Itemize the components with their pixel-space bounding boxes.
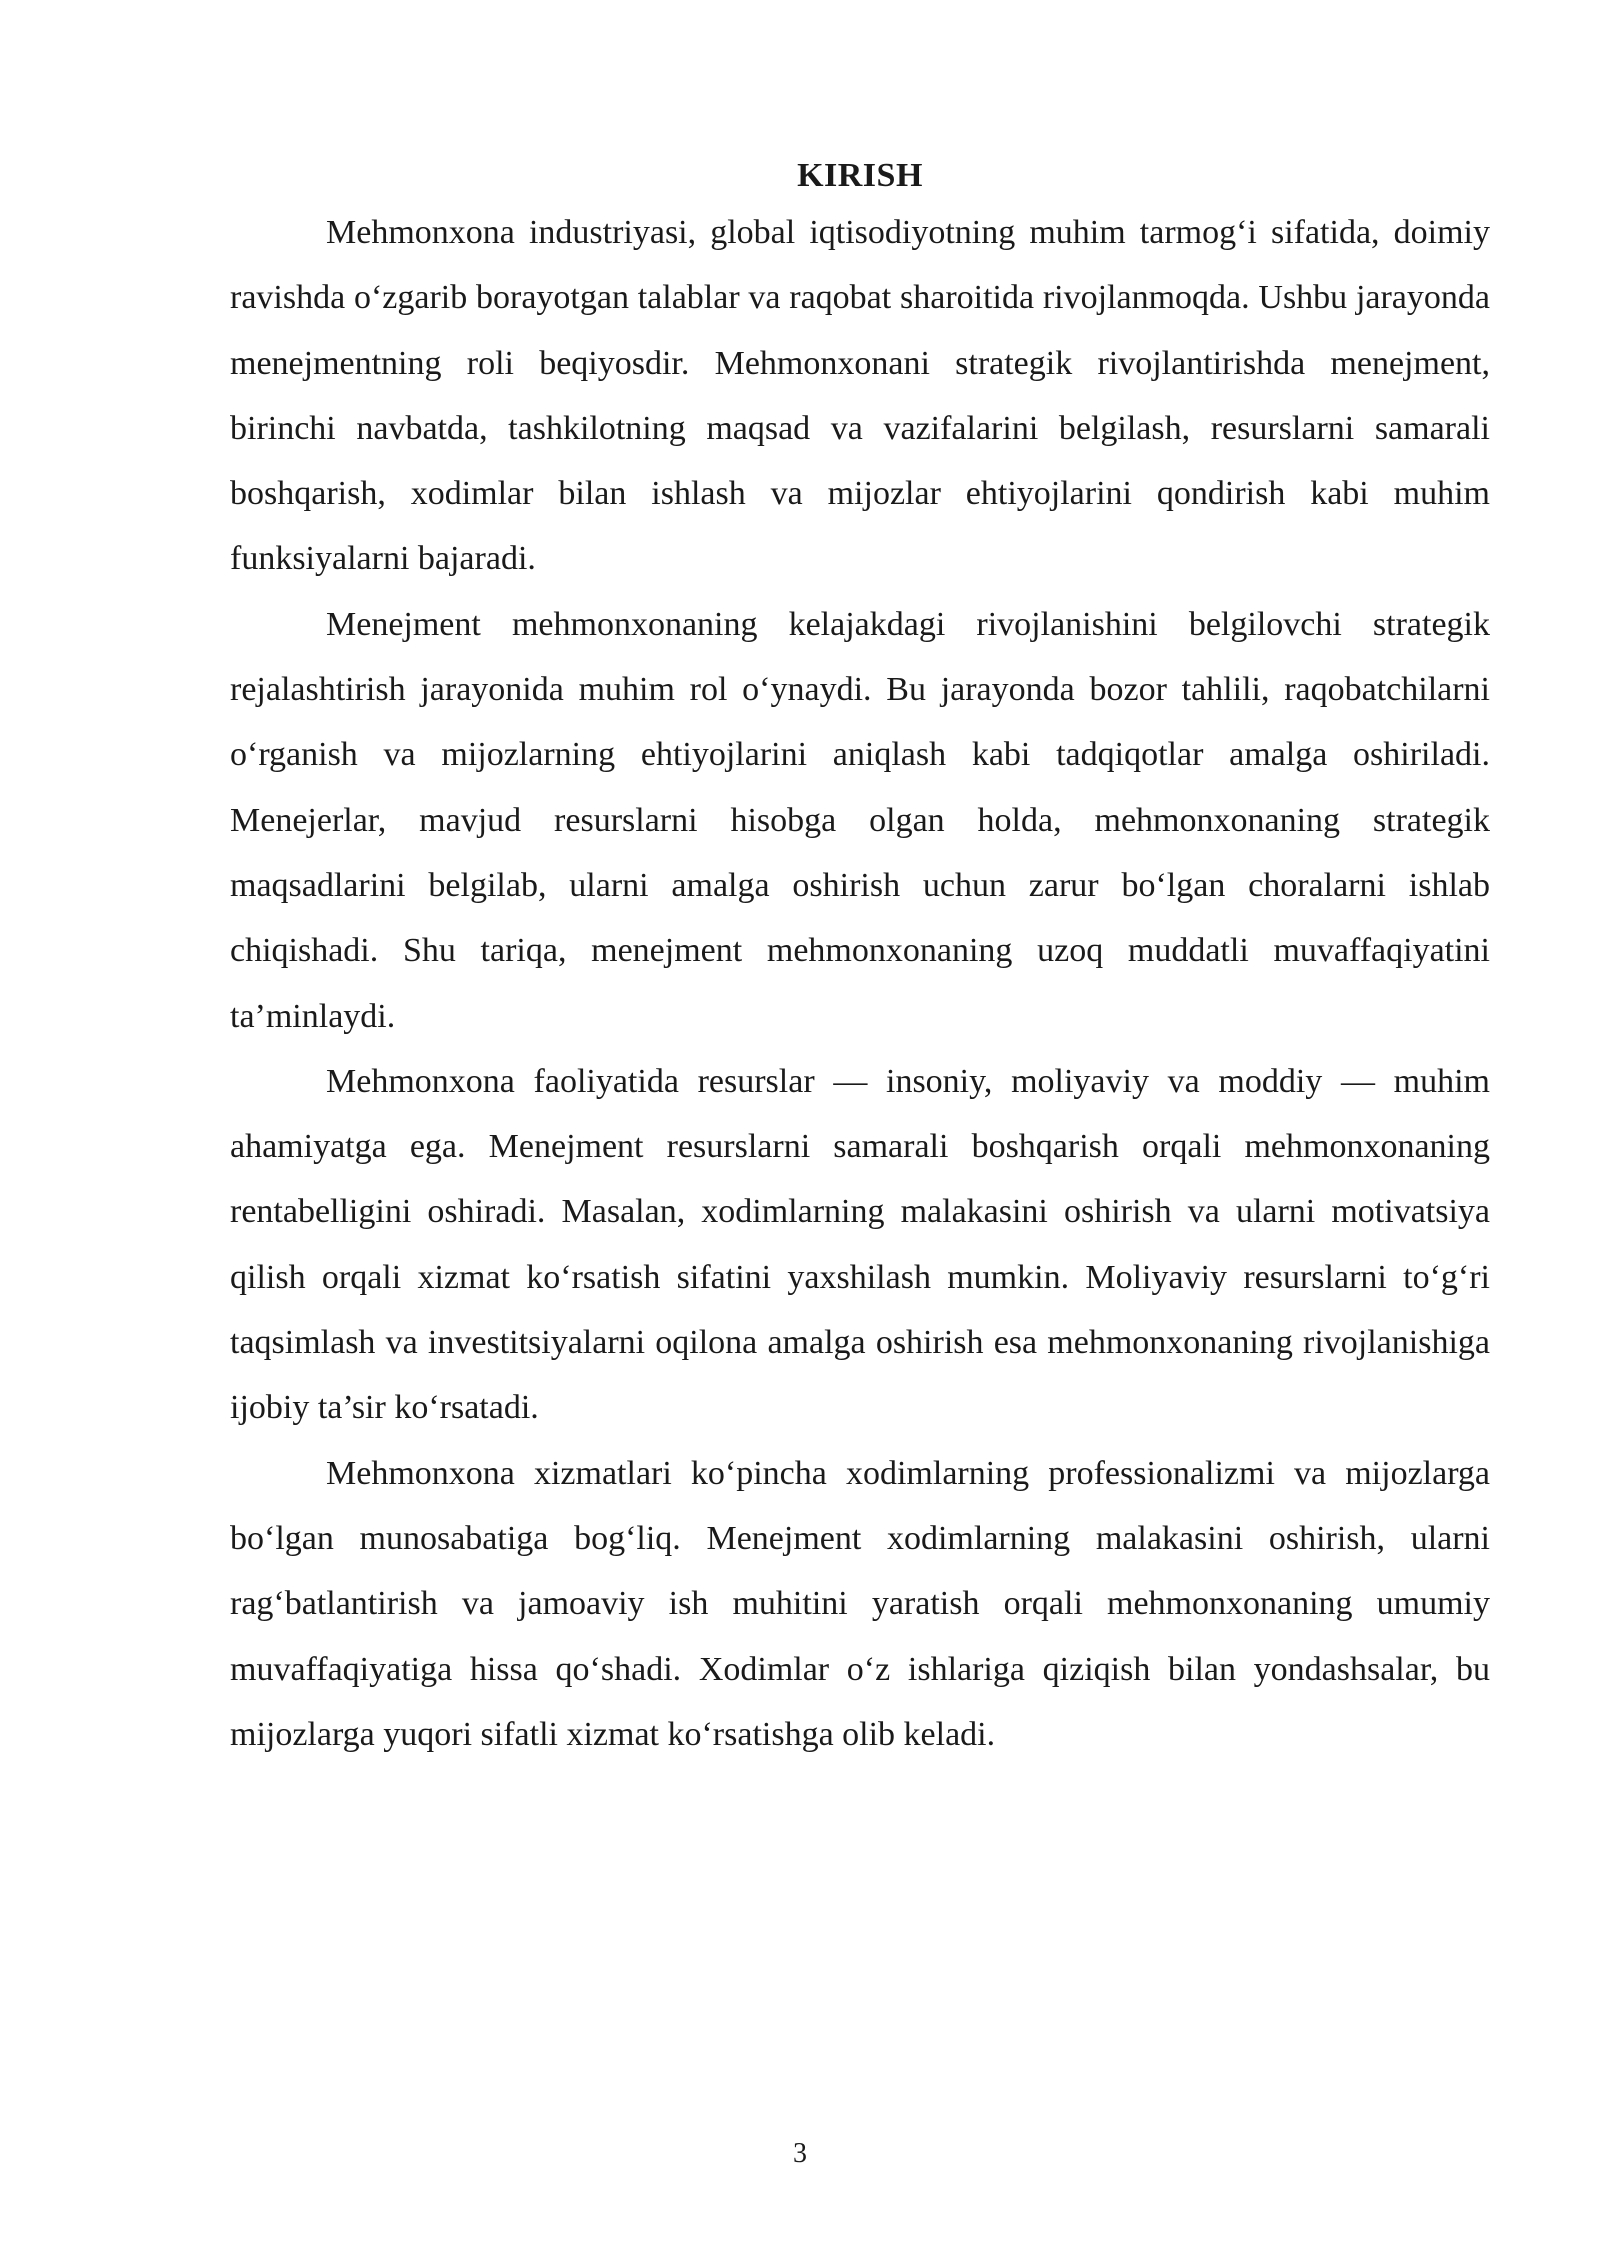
paragraph-3: Mehmonxona faoliyatida resurslar — insoniy, moliyaviy va moddiy — muhim ahamiyatga ega. Menejment resurslarni samarali boshqarish orqali mehmonxonaning rentabelligini oshiradi. Masalan, xodimlarning malakasini oshirish va ularni motivatsiya qilish orqali xizmat ko‘rsatish sifatini yaxshilash mumkin. Moliyaviy resurslarni to‘g‘ri taqsimlash va investitsiyalarni oqilona amalga oshirish esa mehmonxonaning rivojlanishiga ijobiy ta’sir ko‘rsatadi. <box>230 1062 1490 1427</box>
paragraph-2: Menejment mehmonxonaning kelajakdagi rivojlanishini belgilovchi strategik rejalashtirish jarayonida muhim rol o‘ynaydi. Bu jarayonda bozor tahlili, raqobatchilarni o‘rganish va mijozlarning ehtiyojlarini aniqlash kabi tadqiqotlar amalga oshiriladi. Menejerlar, mavjud resurslarni hisobga olgan holda, mehmonxonaning strategik maqsadlarini belgilab, ularni amalga oshirish uchun zarur bo‘lgan choralarni ishlab chiqishadi. Shu tariqa, menejment mehmonxonaning uzoq muddatli muvaffaqiyatini ta’minlaydi. <box>230 605 1490 1035</box>
page-number: 3 <box>793 2138 807 2169</box>
section-title: KIRISH <box>797 157 923 194</box>
page-content <box>230 152 1490 1767</box>
paragraph-1: Mehmonxona industriyasi, global iqtisodiyotning muhim tarmog‘i sifatida, doimiy ravishda o‘zgarib borayotgan talablar va raqobat sharoitida rivojlanmoqda. Ushbu jarayonda menejmentning roli beqiyosdir. Mehmonxonani strategik rivojlantirishda menejment, birinchi navbatda, tashkilotning maqsad va vazifalarini belgilash, resurslarni samarali boshqarish, xodimlar bilan ishlash va mijozlar ehtiyojlarini qondirish kabi muhim funksiyalarni bajaradi. <box>230 214 1490 578</box>
paragraph-4: Mehmonxona xizmatlari ko‘pincha xodimlarning professionalizmi va mijozlarga bo‘lgan munosabatiga bog‘liq. Menejment xodimlarning malakasini oshirish, ularni rag‘batlantirish va jamoaviy ish muhitini yaratish orqali mehmonxonaning umumiy muvaffaqiyatiga hissa qo‘shadi. Xodimlar o‘z ishlariga qiziqish bilan yondashsalar, bu mijozlarga yuqori sifatli xizmat ko‘rsatishga olib keladi. <box>230 1454 1490 1753</box>
